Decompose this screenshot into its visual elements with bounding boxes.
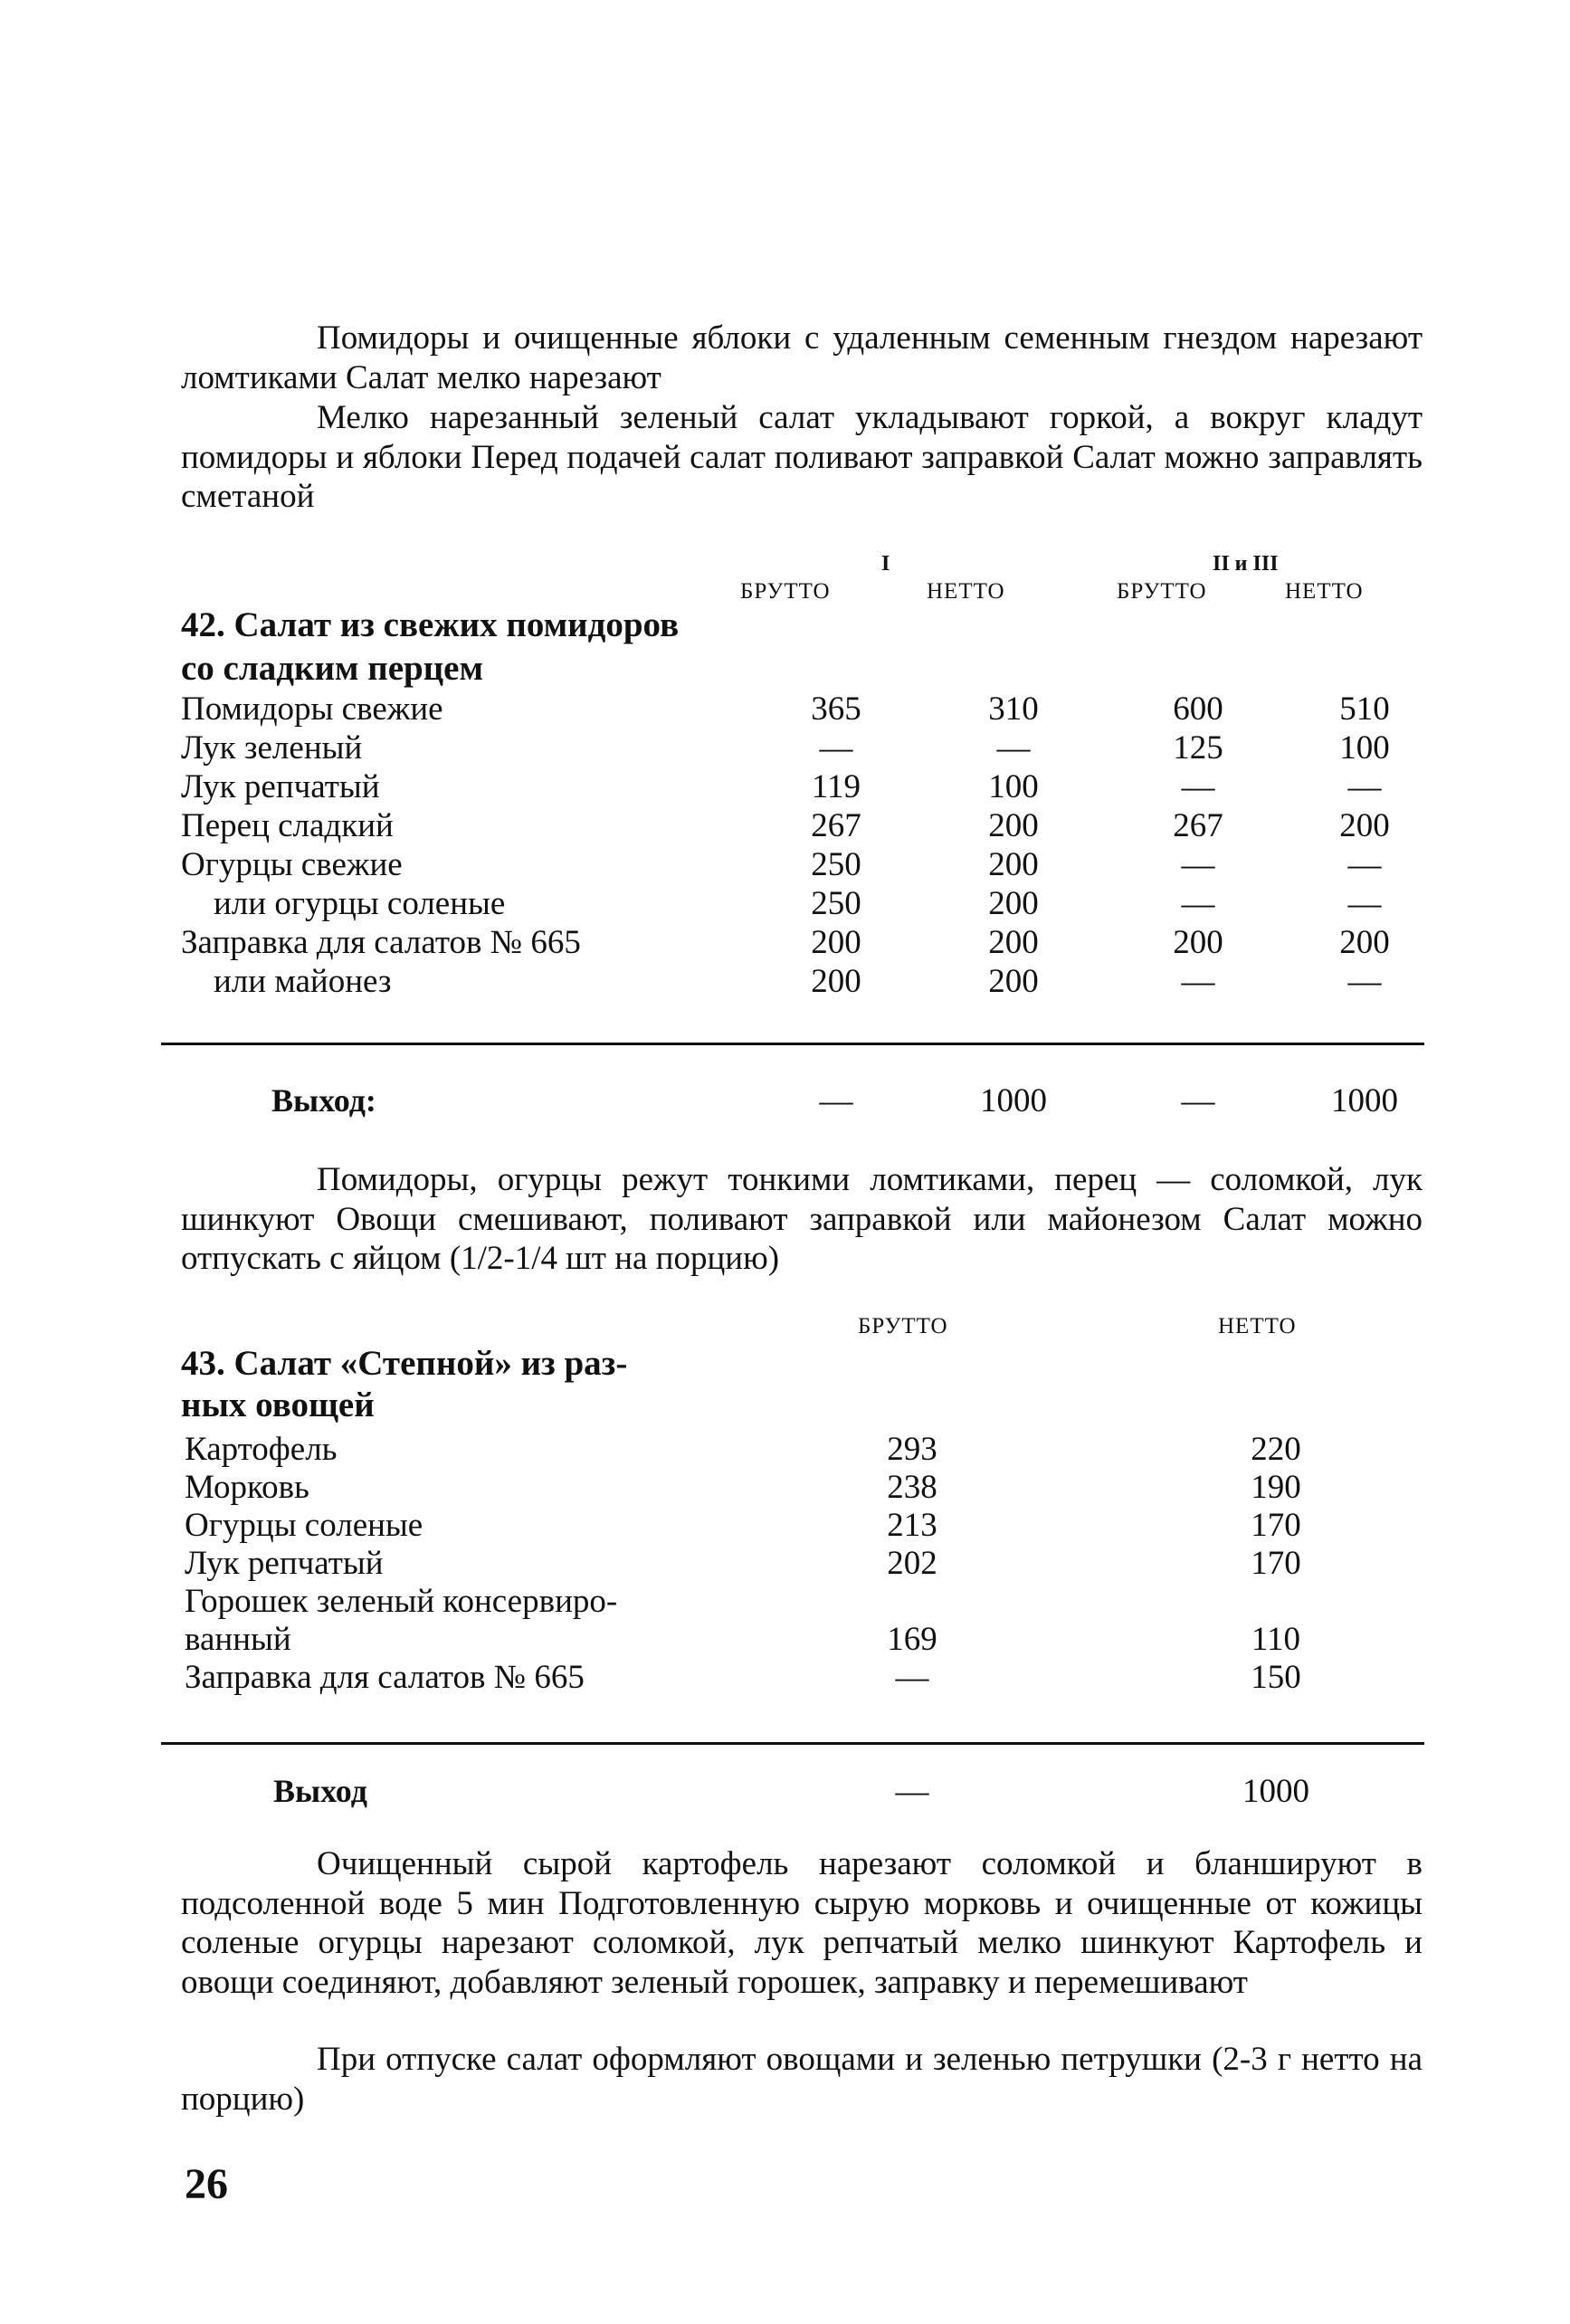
ingredient-name: Морковь xyxy=(185,1469,309,1506)
yield-netto: 1000 xyxy=(1242,1773,1309,1810)
yield-netto-1: 1000 xyxy=(980,1082,1047,1119)
ingredient-name: Лук зеленый xyxy=(181,729,363,767)
ingredient-name: Заправка для салатов № 665 xyxy=(185,1659,585,1696)
brutto-2-value: 125 xyxy=(1173,729,1223,767)
recipe-42-title-line-2: со сладким перцем xyxy=(181,649,484,688)
recipe-42-description: Помидоры, огурцы режут тонкими ломтиками, перец — соломкой, лук шинкуют Овощи смешивают, поливают заправкой или майонезом Салат можно отпускать с яйцом (1/2-1/4 шт на порцию) xyxy=(181,1161,1423,1277)
brutto-value: 169 xyxy=(887,1621,937,1658)
divider-rule xyxy=(161,1043,1424,1045)
yield-brutto-2: — xyxy=(1181,1082,1215,1119)
netto-2-value: — xyxy=(1347,963,1382,1000)
page-number: 26 xyxy=(185,2160,228,2208)
ingredient-name: или майонез xyxy=(214,963,392,1000)
brutto-1-value: 250 xyxy=(811,846,861,883)
column-header-netto-1: НЕТТО xyxy=(927,579,1005,604)
netto-1-value: 310 xyxy=(988,691,1039,728)
brutto-value: 202 xyxy=(887,1545,937,1582)
column-header-brutto-2: БРУТТО xyxy=(1117,579,1207,604)
yield-brutto-1: — xyxy=(819,1082,853,1119)
netto-1-value: 200 xyxy=(988,807,1039,844)
brutto-1-value: 119 xyxy=(811,768,861,805)
netto-2-value: — xyxy=(1347,768,1382,805)
netto-2-value: 100 xyxy=(1339,729,1390,767)
brutto-2-value: — xyxy=(1181,963,1215,1000)
brutto-1-value: 200 xyxy=(811,924,861,961)
yield-brutto: — xyxy=(895,1773,929,1810)
brutto-1-value: 267 xyxy=(811,807,861,844)
brutto-2-value: 600 xyxy=(1173,691,1223,728)
brutto-2-value: — xyxy=(1181,885,1215,922)
brutto-1-value: — xyxy=(819,729,853,767)
ingredient-name: Помидоры свежие xyxy=(181,691,443,728)
recipe-43-title-line-1: 43. Салат «Степной» из раз- xyxy=(181,1344,628,1383)
recipe-43-description-2: При отпуске салат оформляют овощами и зеленью петрушки (2-3 г нетто на порцию) xyxy=(181,2041,1423,2118)
ingredient-name: или огурцы соленые xyxy=(214,885,506,922)
divider-rule xyxy=(161,1742,1424,1745)
netto-2-value: — xyxy=(1347,846,1382,883)
brutto-2-value: — xyxy=(1181,846,1215,883)
intro-paragraph-2: Мелко нарезанный зеленый салат укладывают горкой, а вокруг кладут помидоры и яблоки Перед подачей салат поливают заправкой Салат можно заправлять сметаной xyxy=(181,399,1423,515)
brutto-2-value: — xyxy=(1181,768,1215,805)
netto-2-value: 200 xyxy=(1339,924,1390,961)
netto-1-value: — xyxy=(996,729,1031,767)
netto-value: 220 xyxy=(1251,1431,1301,1468)
ingredient-name: ванный xyxy=(185,1621,291,1658)
ingredient-name: Лук репчатый xyxy=(181,768,380,805)
netto-2-value: 200 xyxy=(1339,807,1390,844)
column-header-brutto: БРУТТО xyxy=(858,1314,948,1338)
brutto-2-value: 267 xyxy=(1173,807,1223,844)
netto-value: 170 xyxy=(1251,1507,1301,1544)
brutto-value: 293 xyxy=(887,1431,937,1468)
brutto-1-value: 200 xyxy=(811,963,861,1000)
netto-2-value: — xyxy=(1347,885,1382,922)
recipe-42-title-line-1: 42. Салат из свежих помидоров xyxy=(181,605,680,644)
ingredient-name: Огурцы свежие xyxy=(181,846,403,883)
netto-1-value: 100 xyxy=(988,768,1039,805)
recipe-43-title-line-2: ных овощей xyxy=(181,1386,375,1424)
ingredient-name: Горошек зеленый консервиро- xyxy=(185,1583,618,1620)
netto-value: 190 xyxy=(1251,1469,1301,1506)
intro-paragraph-1: Помидоры и очищенные яблоки с удаленным семенным гнездом нарезают ломтиками Салат мелко нарезают xyxy=(181,319,1423,396)
netto-2-value: 510 xyxy=(1339,691,1390,728)
yield-label: Выход xyxy=(273,1773,367,1809)
netto-1-value: 200 xyxy=(988,846,1039,883)
netto-1-value: 200 xyxy=(988,924,1039,961)
brutto-1-value: 250 xyxy=(811,885,861,922)
yield-netto-2: 1000 xyxy=(1331,1082,1398,1119)
group-header-1: I xyxy=(881,552,890,576)
yield-label: Выход: xyxy=(271,1082,376,1119)
netto-1-value: 200 xyxy=(988,963,1039,1000)
ingredient-name: Перец сладкий xyxy=(181,807,394,844)
brutto-value: — xyxy=(895,1659,929,1696)
netto-1-value: 200 xyxy=(988,885,1039,922)
brutto-value: 213 xyxy=(887,1507,937,1544)
column-header-netto: НЕТТО xyxy=(1218,1314,1297,1338)
netto-value: 150 xyxy=(1251,1659,1301,1696)
recipe-43-description-1: Очищенный сырой картофель нарезают соломкой и бланшируют в подсоленной воде 5 мин Подготовленную сырую морковь и очищенные от кожицы соленые огурцы нарезают соломкой, лук репчатый мелко шинкуют Картофель и овощи соединяют, добавляют зеленый горошек, заправку и перемешивают xyxy=(181,1845,1423,2001)
netto-value: 170 xyxy=(1251,1545,1301,1582)
ingredient-name: Огурцы соленые xyxy=(185,1507,423,1544)
ingredient-name: Заправка для салатов № 665 xyxy=(181,924,581,961)
column-header-netto-2: НЕТТО xyxy=(1285,579,1364,604)
ingredient-name: Лук репчатый xyxy=(185,1545,384,1582)
brutto-1-value: 365 xyxy=(811,691,861,728)
group-header-2: II и III xyxy=(1213,552,1279,576)
ingredient-name: Картофель xyxy=(185,1431,338,1468)
column-header-brutto-1: БРУТТО xyxy=(740,579,831,604)
netto-value: 110 xyxy=(1251,1621,1301,1658)
brutto-2-value: 200 xyxy=(1173,924,1223,961)
brutto-value: 238 xyxy=(887,1469,937,1506)
